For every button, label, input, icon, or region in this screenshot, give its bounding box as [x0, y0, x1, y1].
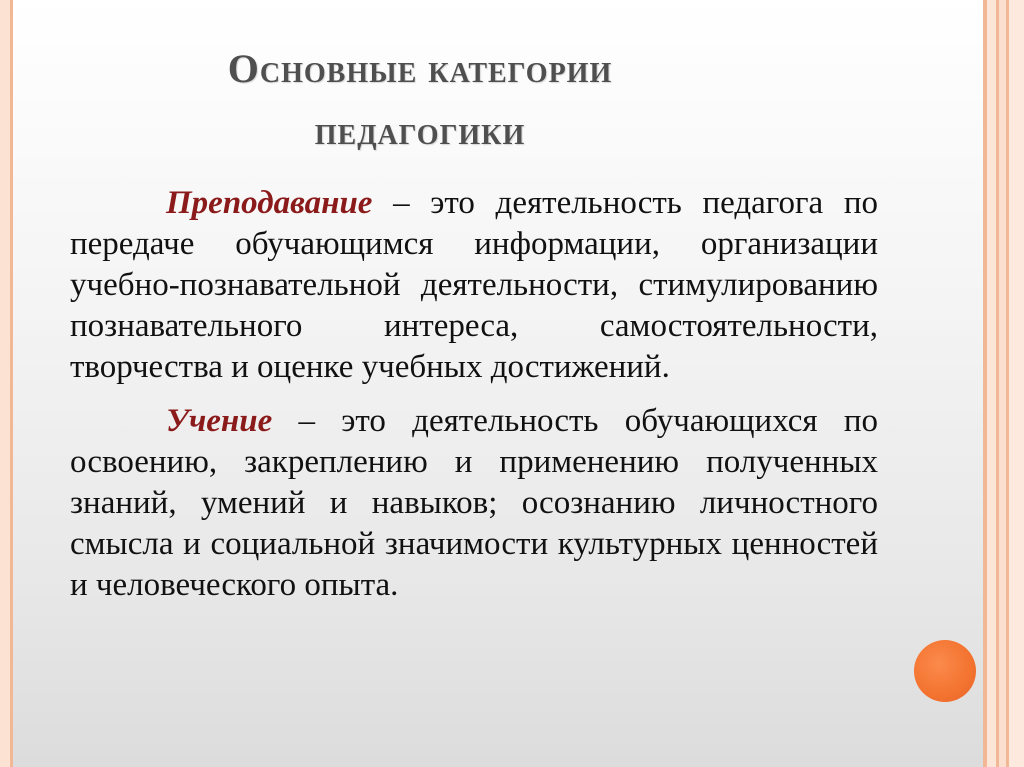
- definition-text-learning: – это деятельность обучающихся по освоению, закреплению и применению полученных знаний, умений и навыков; осознанию личностного смысла и социальной значимости культурных ценностей и человеческого опыта.: [70, 403, 878, 603]
- definition-paragraph-teaching: [70, 183, 878, 388]
- right-stripe: [1009, 0, 1024, 767]
- right-stripe: [987, 0, 996, 767]
- right-stripe: [999, 0, 1006, 767]
- slide-title: [60, 38, 780, 162]
- slide-title-line-1: Основные категории: [227, 46, 613, 91]
- slide-title-line-2: педагогики: [314, 108, 526, 153]
- left-border-decoration: [0, 0, 10, 767]
- slide-body: [70, 183, 878, 606]
- definition-text-teaching: – это деятельность педагога по передаче обучающимся информации, организации учебно-познавательной деятельности, стимулированию познавательного интереса, самостоятельности, творчества и оценке учебных достижений.: [70, 185, 878, 385]
- orange-circle-decoration: [914, 640, 976, 702]
- term-learning: Учение: [166, 403, 273, 439]
- term-teaching: Преподавание: [166, 185, 373, 221]
- definition-paragraph-learning: [70, 401, 878, 606]
